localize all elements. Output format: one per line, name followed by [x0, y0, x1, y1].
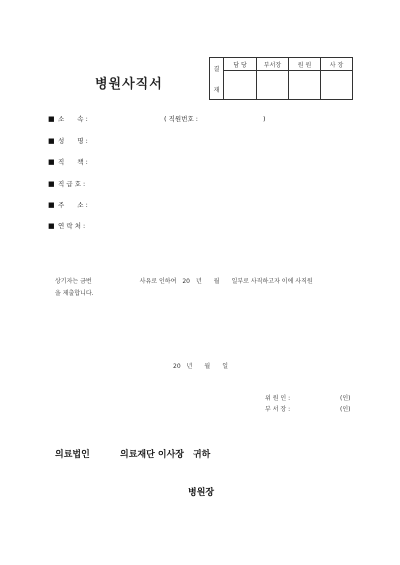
signature-label: 위 원 인 : — [265, 395, 291, 402]
field-grade — [48, 179, 104, 188]
bullet-icon: ■ — [48, 201, 55, 209]
bullet-icon: ■ — [48, 115, 55, 123]
approval-side-label — [210, 58, 224, 100]
recipient-org: 의료법인 — [55, 450, 90, 460]
bullet-icon: ■ — [48, 222, 55, 230]
bullet-icon: ■ — [48, 137, 55, 145]
document-title: 병원사직서 — [95, 77, 163, 92]
field-label: 소 속 : — [58, 115, 88, 123]
bullet-icon: ■ — [48, 180, 55, 188]
seal-mark[interactable]: (인) — [340, 406, 351, 413]
bullet-icon: ■ — [48, 158, 55, 166]
signature-dept-head — [265, 404, 290, 413]
body-line-1: 상기자는 금번 사유로 인하여 20 년 월 일부로 사직하고자 이에 사직원 — [55, 278, 313, 285]
approval-sign-box-1[interactable] — [224, 71, 257, 100]
recipient-name: 의료재단 이사장 귀하 — [120, 450, 211, 460]
field-address — [48, 200, 104, 209]
field-contact — [48, 221, 104, 230]
approval-side-bottom: 재 — [213, 86, 220, 94]
approval-sign-box-4[interactable] — [321, 71, 353, 100]
footer-signatory: 병원장 — [188, 488, 215, 498]
field-label: 성 명 : — [58, 137, 88, 145]
approval-side-top: 결 — [213, 65, 220, 73]
approval-sign-box-2[interactable] — [257, 71, 289, 100]
approval-sign-box-3[interactable] — [289, 71, 321, 100]
approval-col-4: 사 장 — [321, 58, 353, 71]
field-label: 주 소 : — [58, 201, 88, 209]
approval-table — [209, 57, 353, 100]
field-affiliation — [48, 114, 266, 123]
body-line-2: 을 제출합니다. — [55, 290, 94, 297]
field-position — [48, 157, 104, 166]
seal-mark[interactable]: (인) — [340, 395, 351, 402]
signature-applicant — [265, 393, 290, 402]
field-name — [48, 136, 104, 145]
approval-col-1: 담 당 — [224, 58, 257, 71]
approval-col-2: 부서장 — [257, 58, 289, 71]
signature-label: 부 서 장 : — [265, 406, 291, 413]
date-line: 20 년 월 일 — [173, 363, 229, 370]
field-label: 직 급 호 : — [58, 180, 86, 188]
field-label: 연 락 처 : — [58, 222, 86, 230]
employee-number-field[interactable]: ( 직원번호 : ) — [164, 115, 266, 123]
field-label: 직 책 : — [58, 158, 88, 166]
approval-col-3: 원 원 — [289, 58, 321, 71]
